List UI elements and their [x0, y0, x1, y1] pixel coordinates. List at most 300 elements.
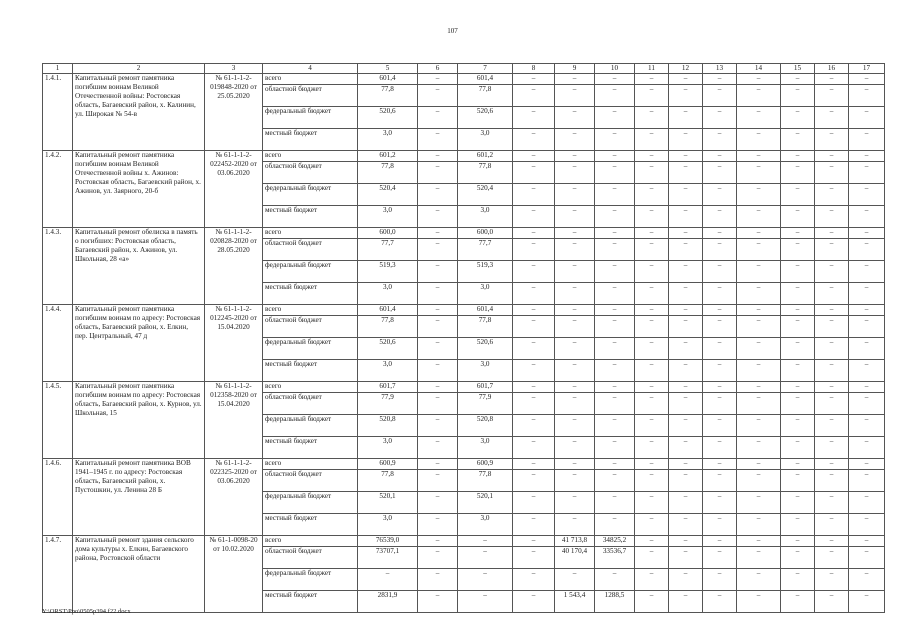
value-col-8: –: [513, 569, 555, 591]
item-number: 1.4.6.: [43, 459, 73, 536]
funding-source: местный бюджет: [263, 283, 358, 305]
value-col-10: –: [595, 316, 635, 338]
funding-source: местный бюджет: [263, 360, 358, 382]
value-col-10: 34825,2: [595, 536, 635, 547]
value-col-17: –: [849, 162, 885, 184]
value-col-9: 41 713,8: [555, 536, 595, 547]
value-col-17: –: [849, 514, 885, 536]
value-col-13: –: [703, 151, 737, 162]
value-col-12: –: [669, 316, 703, 338]
value-col-13: –: [703, 107, 737, 129]
value-col-12: –: [669, 261, 703, 283]
value-col-5: 77,9: [358, 393, 418, 415]
value-col-9: –: [555, 228, 595, 239]
value-col-5: 601,4: [358, 305, 418, 316]
value-col-17: –: [849, 569, 885, 591]
value-col-15: –: [781, 206, 815, 228]
value-col-8: –: [513, 360, 555, 382]
value-col-13: –: [703, 492, 737, 514]
value-col-5: 519,3: [358, 261, 418, 283]
value-col-8: –: [513, 393, 555, 415]
value-col-11: –: [635, 360, 669, 382]
value-col-10: –: [595, 360, 635, 382]
funding-source: местный бюджет: [263, 129, 358, 151]
value-col-5: 520,4: [358, 184, 418, 206]
value-col-8: –: [513, 283, 555, 305]
value-col-15: –: [781, 239, 815, 261]
value-col-10: –: [595, 151, 635, 162]
value-col-13: –: [703, 129, 737, 151]
value-col-12: –: [669, 239, 703, 261]
value-col-13: –: [703, 382, 737, 393]
value-col-11: –: [635, 129, 669, 151]
value-col-11: –: [635, 338, 669, 360]
value-col-6: –: [418, 514, 458, 536]
value-col-9: –: [555, 129, 595, 151]
funding-source: местный бюджет: [263, 437, 358, 459]
value-col-15: –: [781, 129, 815, 151]
value-col-8: –: [513, 74, 555, 85]
value-col-12: –: [669, 514, 703, 536]
value-col-13: –: [703, 459, 737, 470]
value-col-10: –: [595, 228, 635, 239]
value-col-9: –: [555, 206, 595, 228]
value-col-6: –: [418, 261, 458, 283]
column-header: 3: [205, 64, 263, 74]
value-col-11: –: [635, 261, 669, 283]
value-col-6: –: [418, 437, 458, 459]
value-col-14: –: [737, 536, 781, 547]
value-col-10: –: [595, 415, 635, 437]
value-col-9: –: [555, 514, 595, 536]
value-col-12: –: [669, 547, 703, 569]
value-col-10: 1288,5: [595, 591, 635, 613]
value-col-13: –: [703, 514, 737, 536]
value-col-12: –: [669, 129, 703, 151]
value-col-6: –: [418, 459, 458, 470]
column-header: 2: [73, 64, 205, 74]
value-col-14: –: [737, 569, 781, 591]
table-row: [43, 382, 885, 393]
value-col-7: 77,7: [458, 239, 513, 261]
funding-source: федеральный бюджет: [263, 261, 358, 283]
value-col-15: –: [781, 360, 815, 382]
value-col-5: 601,2: [358, 151, 418, 162]
value-col-10: –: [595, 338, 635, 360]
value-col-12: –: [669, 85, 703, 107]
value-col-15: –: [781, 305, 815, 316]
funding-source: всего: [263, 151, 358, 162]
value-col-5: 3,0: [358, 206, 418, 228]
value-col-16: –: [815, 459, 849, 470]
value-col-14: –: [737, 514, 781, 536]
expertise-document: № 61-1-1-2-022325-2020 от 03.06.2020: [205, 459, 263, 536]
funding-source: федеральный бюджет: [263, 107, 358, 129]
value-col-11: –: [635, 85, 669, 107]
value-col-17: –: [849, 591, 885, 613]
funding-source: всего: [263, 305, 358, 316]
value-col-12: –: [669, 107, 703, 129]
value-col-14: –: [737, 239, 781, 261]
value-col-6: –: [418, 206, 458, 228]
value-col-8: –: [513, 382, 555, 393]
value-col-10: –: [595, 85, 635, 107]
table-row: [43, 459, 885, 470]
value-col-7: –: [458, 536, 513, 547]
value-col-10: –: [595, 107, 635, 129]
value-col-15: –: [781, 591, 815, 613]
item-number: 1.4.2.: [43, 151, 73, 228]
expertise-document: № 61-1-0098-20 от 10.02.2020: [205, 536, 263, 613]
value-col-10: –: [595, 206, 635, 228]
value-col-14: –: [737, 547, 781, 569]
expertise-document: № 61-1-1-2-020828-2020 от 28.05.2020: [205, 228, 263, 305]
value-col-7: 3,0: [458, 437, 513, 459]
value-col-17: –: [849, 261, 885, 283]
funding-source: федеральный бюджет: [263, 415, 358, 437]
value-col-14: –: [737, 305, 781, 316]
value-col-10: –: [595, 470, 635, 492]
value-col-9: –: [555, 261, 595, 283]
value-col-10: –: [595, 74, 635, 85]
item-description: Капитальный ремонт здания сельского дома культуры х. Елкин, Багаевского района, Ростовской области: [73, 536, 205, 613]
value-col-14: –: [737, 316, 781, 338]
value-col-14: –: [737, 261, 781, 283]
value-col-15: –: [781, 514, 815, 536]
value-col-12: –: [669, 393, 703, 415]
value-col-12: –: [669, 283, 703, 305]
value-col-9: –: [555, 107, 595, 129]
item-number: 1.4.1.: [43, 74, 73, 151]
value-col-16: –: [815, 316, 849, 338]
value-col-5: 3,0: [358, 129, 418, 151]
value-col-9: –: [555, 316, 595, 338]
value-col-16: –: [815, 382, 849, 393]
value-col-17: –: [849, 459, 885, 470]
item-description: Капитальный ремонт памятника погибшим воинам по адресу: Ростовская область, Багаевский район, х. Елкин, пер. Центральный, 47 д: [73, 305, 205, 382]
value-col-8: –: [513, 162, 555, 184]
table-row: [43, 151, 885, 162]
value-col-8: –: [513, 107, 555, 129]
value-col-11: –: [635, 162, 669, 184]
value-col-11: –: [635, 437, 669, 459]
value-col-16: –: [815, 261, 849, 283]
value-col-14: –: [737, 459, 781, 470]
column-header: 8: [513, 64, 555, 74]
value-col-13: –: [703, 206, 737, 228]
value-col-16: –: [815, 129, 849, 151]
value-col-8: –: [513, 129, 555, 151]
value-col-17: –: [849, 393, 885, 415]
value-col-9: 40 170,4: [555, 547, 595, 569]
funding-source: местный бюджет: [263, 514, 358, 536]
value-col-17: –: [849, 151, 885, 162]
value-col-11: –: [635, 228, 669, 239]
value-col-15: –: [781, 569, 815, 591]
table-row: [43, 228, 885, 239]
funding-source: федеральный бюджет: [263, 338, 358, 360]
value-col-16: –: [815, 162, 849, 184]
value-col-14: –: [737, 74, 781, 85]
value-col-12: –: [669, 206, 703, 228]
value-col-11: –: [635, 547, 669, 569]
value-col-17: –: [849, 184, 885, 206]
column-number-row: [43, 64, 885, 74]
value-col-6: –: [418, 184, 458, 206]
value-col-5: 520,6: [358, 107, 418, 129]
value-col-14: –: [737, 591, 781, 613]
value-col-10: –: [595, 239, 635, 261]
value-col-17: –: [849, 85, 885, 107]
funding-source: всего: [263, 74, 358, 85]
value-col-17: –: [849, 206, 885, 228]
value-col-15: –: [781, 107, 815, 129]
value-col-15: –: [781, 393, 815, 415]
value-col-8: –: [513, 492, 555, 514]
value-col-10: –: [595, 283, 635, 305]
funding-source: областной бюджет: [263, 239, 358, 261]
value-col-14: –: [737, 437, 781, 459]
value-col-7: 77,9: [458, 393, 513, 415]
value-col-17: –: [849, 338, 885, 360]
value-col-10: –: [595, 437, 635, 459]
table-row: [43, 74, 885, 85]
column-header: 16: [815, 64, 849, 74]
value-col-12: –: [669, 151, 703, 162]
value-col-12: –: [669, 338, 703, 360]
funding-source: местный бюджет: [263, 591, 358, 613]
value-col-5: 77,8: [358, 85, 418, 107]
value-col-14: –: [737, 206, 781, 228]
value-col-8: –: [513, 239, 555, 261]
value-col-14: –: [737, 151, 781, 162]
value-col-17: –: [849, 492, 885, 514]
value-col-7: 77,8: [458, 316, 513, 338]
funding-source: всего: [263, 382, 358, 393]
value-col-15: –: [781, 470, 815, 492]
column-header: 6: [418, 64, 458, 74]
value-col-13: –: [703, 591, 737, 613]
value-col-16: –: [815, 151, 849, 162]
column-header: 15: [781, 64, 815, 74]
value-col-16: –: [815, 360, 849, 382]
value-col-13: –: [703, 536, 737, 547]
value-col-12: –: [669, 305, 703, 316]
value-col-13: –: [703, 261, 737, 283]
value-col-17: –: [849, 283, 885, 305]
value-col-13: –: [703, 393, 737, 415]
value-col-17: –: [849, 107, 885, 129]
value-col-8: –: [513, 85, 555, 107]
value-col-6: –: [418, 338, 458, 360]
value-col-12: –: [669, 470, 703, 492]
value-col-14: –: [737, 129, 781, 151]
value-col-7: 600,0: [458, 228, 513, 239]
funding-source: всего: [263, 459, 358, 470]
value-col-11: –: [635, 206, 669, 228]
expertise-document: № 61-1-1-2-022452-2020 от 03.06.2020: [205, 151, 263, 228]
funding-source: областной бюджет: [263, 547, 358, 569]
value-col-10: –: [595, 382, 635, 393]
value-col-13: –: [703, 162, 737, 184]
value-col-11: –: [635, 492, 669, 514]
value-col-6: –: [418, 569, 458, 591]
funding-source: федеральный бюджет: [263, 184, 358, 206]
funding-source: местный бюджет: [263, 206, 358, 228]
value-col-11: –: [635, 74, 669, 85]
funding-source: федеральный бюджет: [263, 492, 358, 514]
value-col-14: –: [737, 85, 781, 107]
value-col-15: –: [781, 415, 815, 437]
value-col-6: –: [418, 382, 458, 393]
value-col-9: –: [555, 85, 595, 107]
value-col-13: –: [703, 85, 737, 107]
value-col-9: –: [555, 415, 595, 437]
value-col-9: –: [555, 360, 595, 382]
value-col-10: 33536,7: [595, 547, 635, 569]
value-col-5: 600,9: [358, 459, 418, 470]
value-col-10: –: [595, 261, 635, 283]
value-col-14: –: [737, 415, 781, 437]
value-col-16: –: [815, 470, 849, 492]
value-col-10: –: [595, 162, 635, 184]
value-col-14: –: [737, 184, 781, 206]
page-number: 107: [447, 27, 458, 35]
value-col-17: –: [849, 360, 885, 382]
value-col-7: 3,0: [458, 129, 513, 151]
value-col-17: –: [849, 470, 885, 492]
value-col-8: –: [513, 316, 555, 338]
value-col-17: –: [849, 547, 885, 569]
value-col-12: –: [669, 74, 703, 85]
value-col-14: –: [737, 338, 781, 360]
value-col-14: –: [737, 107, 781, 129]
value-col-10: –: [595, 393, 635, 415]
value-col-7: 3,0: [458, 206, 513, 228]
value-col-14: –: [737, 492, 781, 514]
value-col-7: 520,6: [458, 107, 513, 129]
value-col-9: –: [555, 338, 595, 360]
value-col-6: –: [418, 162, 458, 184]
value-col-14: –: [737, 228, 781, 239]
value-col-15: –: [781, 283, 815, 305]
value-col-5: 600,0: [358, 228, 418, 239]
value-col-10: –: [595, 492, 635, 514]
value-col-13: –: [703, 360, 737, 382]
value-col-11: –: [635, 382, 669, 393]
file-path: Y:\ORST\Ppo\0505p394.f22.docx: [42, 608, 131, 615]
value-col-13: –: [703, 547, 737, 569]
value-col-5: 77,8: [358, 316, 418, 338]
funding-source: федеральный бюджет: [263, 569, 358, 591]
value-col-17: –: [849, 129, 885, 151]
value-col-5: 3,0: [358, 283, 418, 305]
value-col-5: 520,1: [358, 492, 418, 514]
value-col-9: –: [555, 470, 595, 492]
value-col-12: –: [669, 591, 703, 613]
value-col-5: 77,7: [358, 239, 418, 261]
value-col-7: 77,8: [458, 470, 513, 492]
value-col-15: –: [781, 547, 815, 569]
value-col-15: –: [781, 382, 815, 393]
expertise-document: № 61-1-1-2-012245-2020 от 15.04.2020: [205, 305, 263, 382]
value-col-7: 3,0: [458, 514, 513, 536]
value-col-11: –: [635, 151, 669, 162]
value-col-10: –: [595, 129, 635, 151]
value-col-11: –: [635, 393, 669, 415]
value-col-7: 3,0: [458, 360, 513, 382]
value-col-15: –: [781, 492, 815, 514]
column-header: 1: [43, 64, 73, 74]
funding-source: областной бюджет: [263, 316, 358, 338]
value-col-8: –: [513, 547, 555, 569]
value-col-8: –: [513, 470, 555, 492]
value-col-8: –: [513, 415, 555, 437]
value-col-14: –: [737, 283, 781, 305]
item-description: Капитальный ремонт памятника ВОВ 1941–1945 г. по адресу: Ростовская область, Багаевский район, х. Пустошкин, ул. Ленина 28 Б: [73, 459, 205, 536]
value-col-14: –: [737, 360, 781, 382]
value-col-7: –: [458, 547, 513, 569]
value-col-6: –: [418, 283, 458, 305]
item-number: 1.4.7.: [43, 536, 73, 613]
column-header: 12: [669, 64, 703, 74]
value-col-5: 3,0: [358, 360, 418, 382]
value-col-6: –: [418, 393, 458, 415]
value-col-15: –: [781, 162, 815, 184]
value-col-16: –: [815, 206, 849, 228]
value-col-13: –: [703, 184, 737, 206]
value-col-14: –: [737, 382, 781, 393]
value-col-5: 601,4: [358, 74, 418, 85]
value-col-9: –: [555, 239, 595, 261]
expertise-document: № 61-1-1-2-012358-2020 от 15.04.2020: [205, 382, 263, 459]
value-col-10: –: [595, 305, 635, 316]
value-col-8: –: [513, 184, 555, 206]
value-col-16: –: [815, 591, 849, 613]
value-col-15: –: [781, 437, 815, 459]
item-number: 1.4.5.: [43, 382, 73, 459]
value-col-5: 3,0: [358, 437, 418, 459]
value-col-6: –: [418, 470, 458, 492]
value-col-8: –: [513, 305, 555, 316]
value-col-5: 77,8: [358, 162, 418, 184]
value-col-16: –: [815, 415, 849, 437]
value-col-7: 600,9: [458, 459, 513, 470]
table-row: [43, 305, 885, 316]
funding-source: областной бюджет: [263, 85, 358, 107]
expertise-document: № 61-1-1-2-019848-2020 от 25.05.2020: [205, 74, 263, 151]
value-col-13: –: [703, 305, 737, 316]
table-row: [43, 536, 885, 547]
value-col-16: –: [815, 184, 849, 206]
value-col-6: –: [418, 536, 458, 547]
value-col-7: 601,2: [458, 151, 513, 162]
value-col-7: 77,8: [458, 162, 513, 184]
value-col-9: –: [555, 283, 595, 305]
value-col-15: –: [781, 536, 815, 547]
value-col-8: –: [513, 228, 555, 239]
value-col-9: –: [555, 437, 595, 459]
funding-source: областной бюджет: [263, 393, 358, 415]
value-col-6: –: [418, 316, 458, 338]
value-col-16: –: [815, 107, 849, 129]
value-col-12: –: [669, 228, 703, 239]
value-col-6: –: [418, 415, 458, 437]
value-col-17: –: [849, 316, 885, 338]
budget-table: [42, 63, 885, 613]
value-col-6: –: [418, 228, 458, 239]
value-col-5: 601,7: [358, 382, 418, 393]
